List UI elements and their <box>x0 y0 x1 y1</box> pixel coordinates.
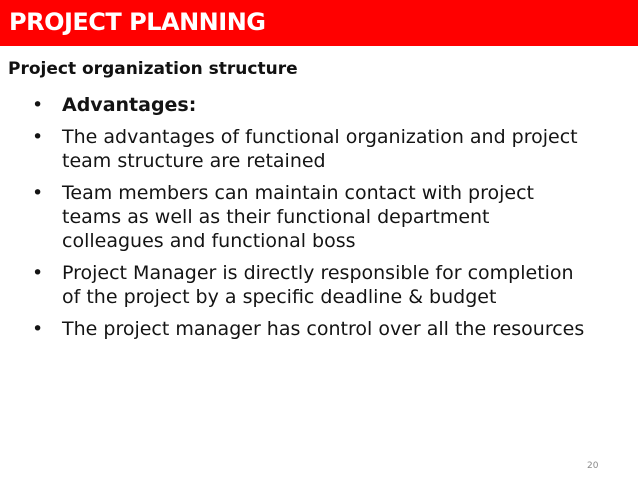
bullet-icon: • <box>32 126 44 148</box>
bullet-text: Project Manager is directly responsible for completion of the project by a specific deadline & budget <box>62 262 574 308</box>
bullet-text: The project manager has control over all the resources <box>62 318 585 340</box>
bullet-item <box>28 181 588 253</box>
title-bar <box>0 0 638 46</box>
bullet-icon: • <box>32 262 44 284</box>
bullet-icon: • <box>32 94 44 116</box>
slide-title: PROJECT PLANNING <box>9 8 266 36</box>
bullet-item <box>28 317 588 341</box>
bullet-list <box>28 93 588 349</box>
bullet-item <box>28 261 588 309</box>
bullet-text: Team members can maintain contact with project teams as well as their functional department colleagues and functional boss <box>62 182 534 252</box>
bullet-icon: • <box>32 318 44 340</box>
bullet-text: Advantages: <box>62 94 197 116</box>
bullet-item <box>28 125 588 173</box>
slide-subtitle: Project organization structure <box>8 59 298 79</box>
bullet-icon: • <box>32 182 44 204</box>
bullet-item <box>28 93 588 117</box>
bullet-text: The advantages of functional organization and project team structure are retained <box>62 126 578 172</box>
page-number: 20 <box>587 461 599 471</box>
